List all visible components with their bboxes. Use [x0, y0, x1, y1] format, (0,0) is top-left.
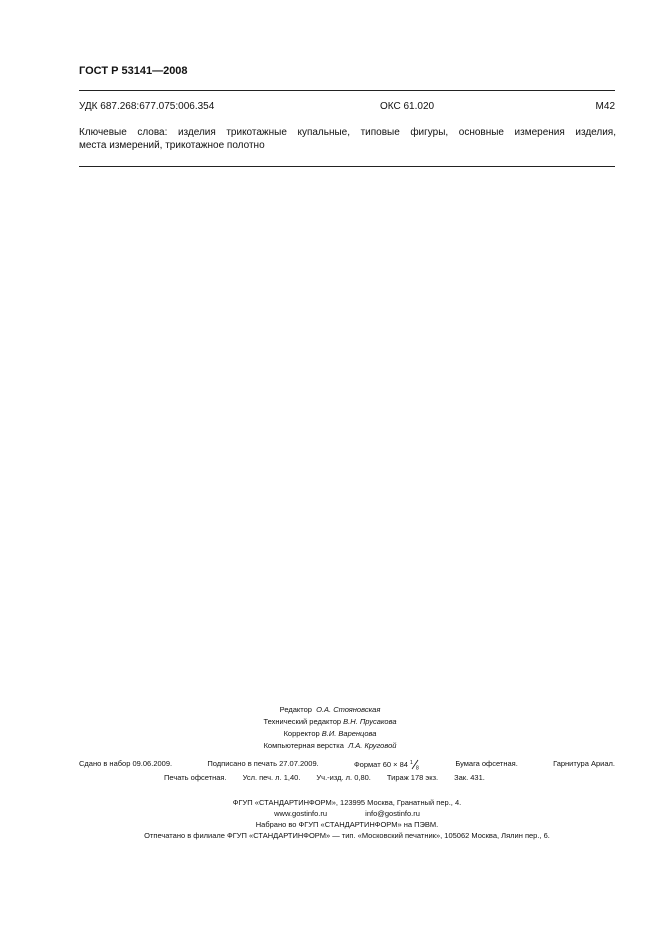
publisher-block — [79, 797, 615, 841]
print-run: Тираж 178 экз. — [386, 773, 439, 782]
print-info-line-1 — [79, 759, 615, 769]
group-code: М42 — [595, 101, 615, 112]
typeset-date: Сдано в набор 09.06.2009. — [79, 759, 173, 768]
header-rule — [79, 90, 615, 91]
publisher-address: ФГУП «СТАНДАРТИНФОРМ», 123995 Москва, Гранатный пер., 4. — [232, 798, 462, 807]
corrector-label: Корректор — [283, 729, 320, 738]
format-fraction — [410, 759, 420, 769]
paper-type: Бумага офсетная. — [455, 759, 518, 768]
printed-note: Отпечатано в филиале ФГУП «СТАНДАРТИНФОРМ» — тип. «Московский печатник», 105062 Москва, Лялин пер., 6. — [144, 831, 550, 840]
keywords-line-2: места измерений, трикотажное полотно — [79, 140, 265, 151]
credit-editor — [200, 704, 460, 716]
publisher-sheets: Уч.-изд. л. 0,80. — [316, 773, 371, 782]
editor-name: О.А. Стояновская — [316, 705, 381, 714]
format — [354, 759, 420, 769]
format-prefix: Формат 60 × 84 — [353, 760, 408, 769]
document-designation: ГОСТ Р 53141—2008 — [79, 65, 188, 77]
typeface: Гарнитура Ариал. — [553, 759, 615, 768]
keywords-block — [79, 126, 616, 152]
svg-text:8: 8 — [416, 765, 419, 770]
layout-name: Л.А. Круговой — [348, 741, 397, 750]
website-link[interactable]: www.gostinfo.ru — [274, 809, 328, 818]
credit-tech-editor — [200, 716, 460, 728]
typeset-note: Набрано во ФГУП «СТАНДАРТИНФОРМ» на ПЭВМ. — [255, 820, 439, 829]
credit-layout — [200, 740, 460, 752]
keywords-line-1: Ключевые слова: изделия трикотажные купальные, типовые фигуры, основные измерения изделия, — [79, 127, 616, 138]
signed-date: Подписано в печать 27.07.2009. — [207, 759, 319, 768]
udk-code: УДК 687.268:677.075:006.354 — [79, 101, 215, 112]
tech-editor-label: Технический редактор — [263, 717, 342, 726]
credit-corrector — [200, 728, 460, 740]
corrector-name: В.И. Варенцова — [321, 729, 377, 738]
email-link[interactable]: info@gostinfo.ru — [365, 809, 420, 818]
layout-label: Компьютерная верстка — [263, 741, 344, 750]
svg-text:1: 1 — [410, 760, 413, 766]
oks-code: ОКС 61.020 — [380, 101, 435, 112]
publisher-contacts — [79, 808, 615, 819]
credits-block — [200, 704, 460, 752]
print-info-line-2 — [164, 773, 534, 782]
tech-editor-name: В.Н. Прусакова — [343, 717, 397, 726]
print-type: Печать офсетная. — [164, 773, 227, 782]
order-number: Зак. 431. — [454, 773, 485, 782]
editor-label: Редактор — [279, 705, 312, 714]
keywords-rule — [79, 166, 615, 167]
printed-sheets: Усл. печ. л. 1,40. — [242, 773, 301, 782]
